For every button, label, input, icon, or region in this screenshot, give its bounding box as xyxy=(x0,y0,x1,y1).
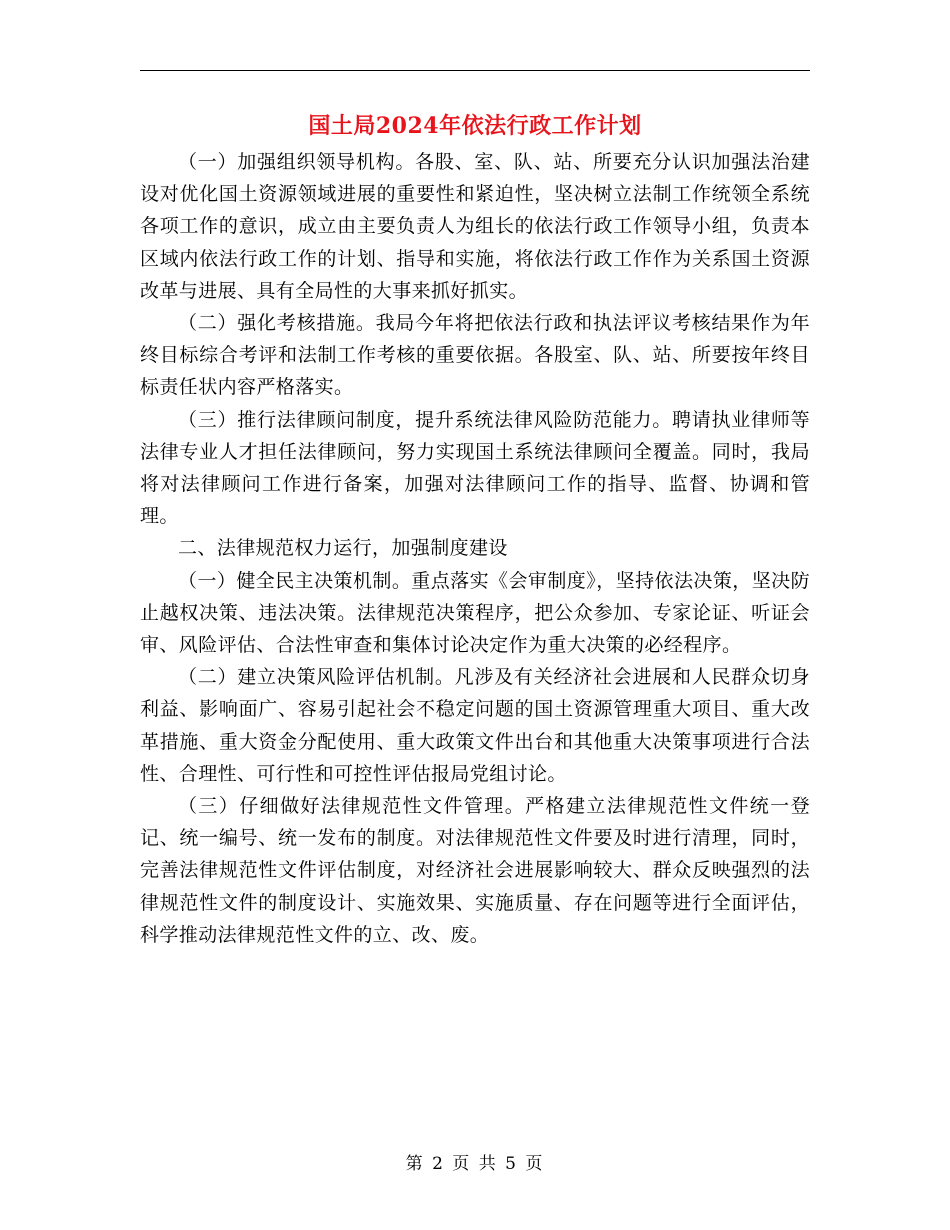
paragraph-5: （二）建立决策风险评估机制。凡涉及有关经济社会进展和人民群众切身利益、影响面广、容易引起社会不稳定问题的国土资源管理重大项目、重大改革措施、重大资金分配使用、重大政策文件出台和其他重大决策事项进行合法性、合理性、可行性和可控性评估报局党组讨论。 xyxy=(140,666,810,785)
paragraph-1: （一）加强组织领导机构。各股、室、队、站、所要充分认识加强法治建设对优化国土资源领域进展的重要性和紧迫性，坚决树立法制工作统领全系统各项工作的意识，成立由主要负责人为组长的依法行政工作领导小组，负责本区域内依法行政工作的计划、指导和实施，将依法行政工作作为关系国土资源改革与进展、具有全局性的大事来抓好抓实。 xyxy=(140,151,810,302)
paragraph-6: （三）仔细做好法律规范性文件管理。严格建立法律规范性文件统一登记、统一编号、统一发布的制度。对法律规范性文件要及时进行清理，同时，完善法律规范性文件评估制度，对经济社会进展影响较大、群众反映强烈的法律规范性文件的制度设计、实施效果、实施质量、存在问题等进行全面评估，科学推动法律规范性文件的立、改、废。 xyxy=(140,795,810,946)
paragraph-3: （三）推行法律顾问制度，提升系统法律风险防范能力。聘请执业律师等法律专业人才担任法律顾问，努力实现国土系统法律顾问全覆盖。同时，我局将对法律顾问工作进行备案，加强对法律顾问工作的指导、监督、协调和管理。 xyxy=(140,408,810,528)
header-rule xyxy=(140,70,810,71)
paragraph-4: （一）健全民主决策机制。重点落实《会审制度》，坚持依法决策，坚决防止越权决策、违法决策。法律规范决策程序，把公众参加、专家论证、听证会审、风险评估、合法性审查和集体讨论决定作为重大决策的必经程序。 xyxy=(140,569,810,657)
page-number: 第 2 页 共 5 页 xyxy=(405,1154,545,1174)
section-heading: 二、法律规范权力运行，加强制度建设 xyxy=(178,537,508,560)
document-title: 国土局2024年依法行政工作计划 xyxy=(308,113,642,139)
paragraph-2: （二）强化考核措施。我局今年将把依法行政和执法评议考核结果作为年终目标综合考评和法制工作考核的重要依据。各股室、队、站、所要按年终目标责任状内容严格落实。 xyxy=(140,312,810,399)
document-body xyxy=(140,146,810,951)
